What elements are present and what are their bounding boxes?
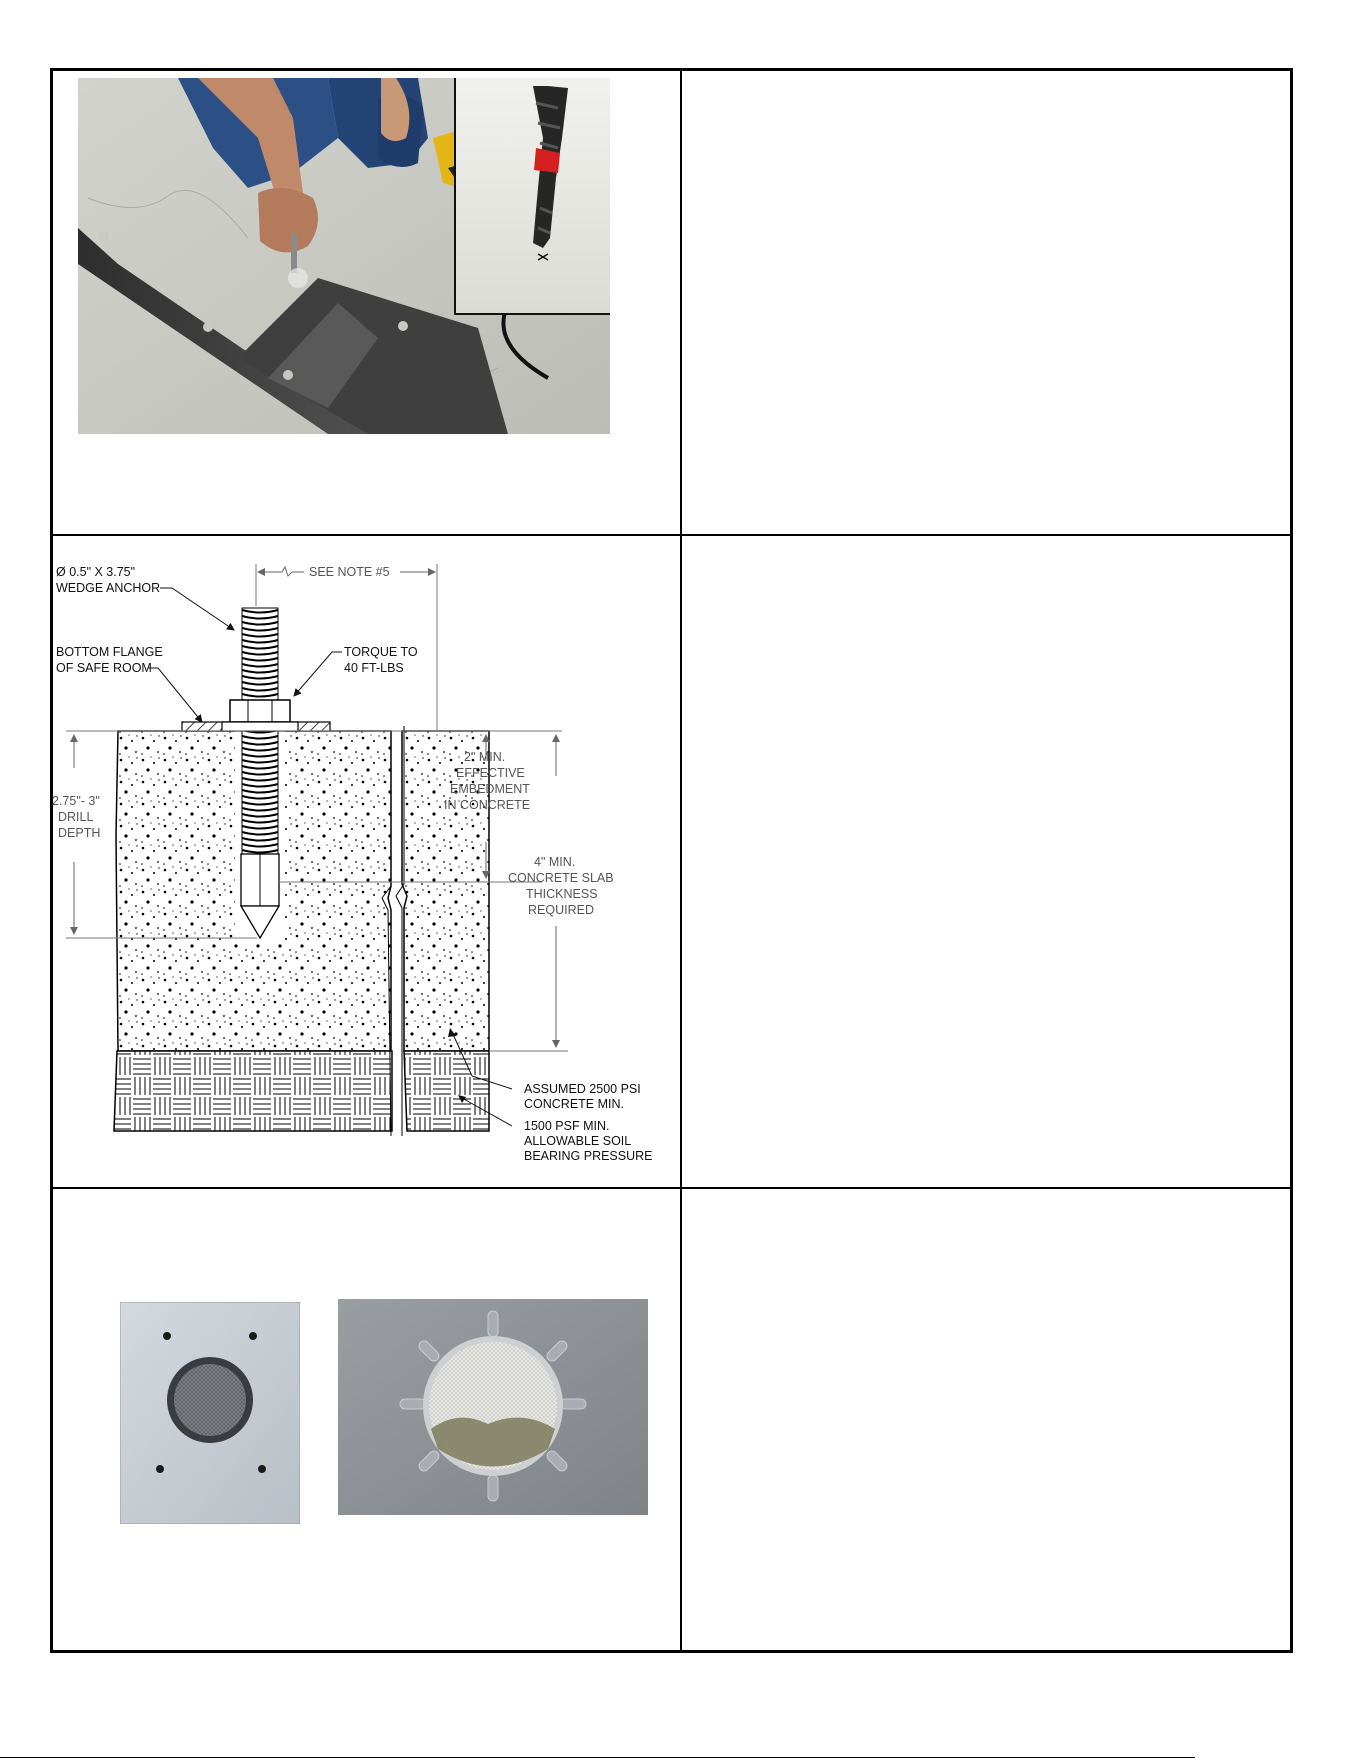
anchor-install-photo	[78, 78, 610, 434]
footer-rule	[0, 1757, 1195, 1758]
soil-label-1: 1500 PSF MIN.	[524, 1119, 610, 1133]
see-note-label: SEE NOTE #5	[309, 565, 390, 579]
torque-label-1: TORQUE TO	[344, 645, 418, 659]
drill-depth-label-3: DEPTH	[58, 826, 101, 840]
slab-label-2: CONCRETE SLAB	[508, 871, 614, 885]
torque-label-2: 40 FT-LBS	[344, 661, 404, 675]
flange-label-2: OF SAFE ROOM	[56, 661, 152, 675]
slab-label-4: REQUIRED	[528, 903, 594, 917]
column-divider	[680, 68, 682, 1653]
concrete-psi-label-2: CONCRETE MIN.	[524, 1097, 624, 1111]
slab-label-1: 4" MIN.	[534, 855, 576, 869]
concrete-psi-label-1: ASSUMED 2500 PSI	[524, 1082, 641, 1096]
slab-label-3: THICKNESS	[526, 887, 598, 901]
flange-label-1: BOTTOM FLANGE	[56, 645, 163, 659]
vent-screen-photo-back	[338, 1299, 648, 1515]
vent-screen-photo-front	[120, 1302, 300, 1524]
embedment-label-1: 2" MIN.	[464, 750, 506, 764]
embedment-label-4: IN CONCRETE	[444, 798, 531, 812]
anchor-size-label: Ø 0.5" X 3.75"	[56, 565, 136, 579]
embedment-label-2: EFFECTIVE	[456, 766, 525, 780]
row-divider-2	[50, 1187, 1293, 1189]
embedment-label-3: EMBEDMENT	[450, 782, 530, 796]
drill-depth-label-1: 2.75"- 3"	[52, 794, 100, 808]
anchor-type-label: WEDGE ANCHOR	[56, 581, 161, 595]
soil-label-3: BEARING PRESSURE	[524, 1149, 653, 1163]
soil-label-2: ALLOWABLE SOIL	[524, 1134, 632, 1148]
drill-depth-label-2: DRILL	[58, 810, 94, 824]
wedge-anchor-detail-diagram	[52, 536, 680, 1187]
